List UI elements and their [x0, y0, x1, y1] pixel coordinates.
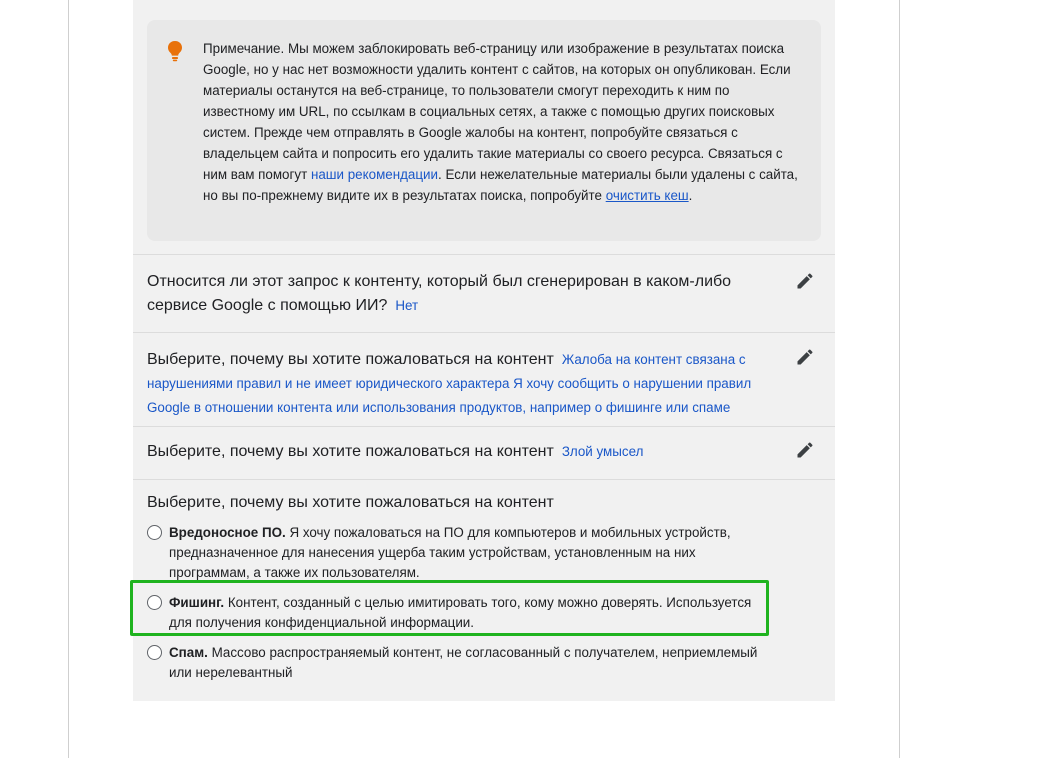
radio-malware[interactable] — [147, 525, 162, 540]
note-box — [147, 20, 821, 241]
lightbulb-icon — [166, 40, 184, 62]
option-text: Фишинг. Контент, созданный с целью имитировать того, кому можно доверять. Используется для получения конфиденциальной информации. — [169, 595, 752, 630]
answered-question-intent — [133, 426, 835, 479]
question-text: Относится ли этот запрос к контенту, который был сгенерирован в каком-либо сервисе Google с помощью ИИ? Нет — [147, 273, 732, 314]
question-title: Выберите, почему вы хотите пожаловаться на контент — [147, 494, 554, 511]
question-text: Выберите, почему вы хотите пожаловаться на контент Жалоба на контент связана с нарушениями правил и не имеет юридического характера Я хочу сообщить о нарушении правил Google в отношении контента или использования продуктов, например о фишинге или спаме — [147, 351, 752, 415]
radio-spam[interactable] — [147, 645, 162, 660]
note-text: Примечание. Мы можем заблокировать веб-страницу или изображение в результатах поиска Google, но у нас нет возможности удалить контент с сайтов, на которых он опубликован. Если материалы останутся на веб-странице, то пользователи смогут переходить к ним по известному им URL, по ссылкам в социальных сетях, а также с помощью других поисковых систем. Прежде чем отправлять в Google жалобы на контент, попробуйте связаться с владельцем сайта и попросить его удалить такие материалы со своего ресурса. Связаться с ним вам помогут наши рекомендации. Если нежелательные материалы были удалены с сайта, но вы по-прежнему видите их в результатах поиска, попробуйте очистить кеш. — [203, 41, 798, 203]
edit-icon[interactable] — [795, 271, 815, 291]
edit-icon[interactable] — [795, 440, 815, 460]
clear-cache-link[interactable]: очистить кеш — [605, 188, 689, 203]
option-malware[interactable] — [147, 524, 787, 584]
edit-icon[interactable] — [795, 347, 815, 367]
option-spam[interactable] — [147, 644, 787, 686]
answer-value: Жалоба на контент связана с нарушениями правил и не имеет юридического характера Я хочу сообщить о нарушении правил Google в отношении контента или использования продуктов, например о фишинге или спаме — [147, 352, 752, 415]
answered-question-ai — [133, 254, 835, 332]
answer-value: Злой умысел — [561, 444, 644, 459]
answered-question-reason — [133, 332, 835, 426]
answer-value: Нет — [395, 298, 419, 313]
frame-left-border — [68, 0, 69, 758]
highlight-box — [130, 580, 769, 636]
frame-right-border — [899, 0, 900, 758]
option-text: Спам. Массово распространяемый контент, не согласованный с получателем, неприемлемый или нерелевантный — [169, 645, 758, 680]
recommendations-link[interactable]: наши рекомендации — [310, 167, 439, 182]
option-text: Вредоносное ПО. Я хочу пожаловаться на ПО для компьютеров и мобильных устройств, предназначенное для нанесения ущерба таким устройствам, установленным на них программам, а также их пользователям. — [169, 525, 731, 580]
question-text: Выберите, почему вы хотите пожаловаться на контент Злой умысел — [147, 443, 644, 460]
